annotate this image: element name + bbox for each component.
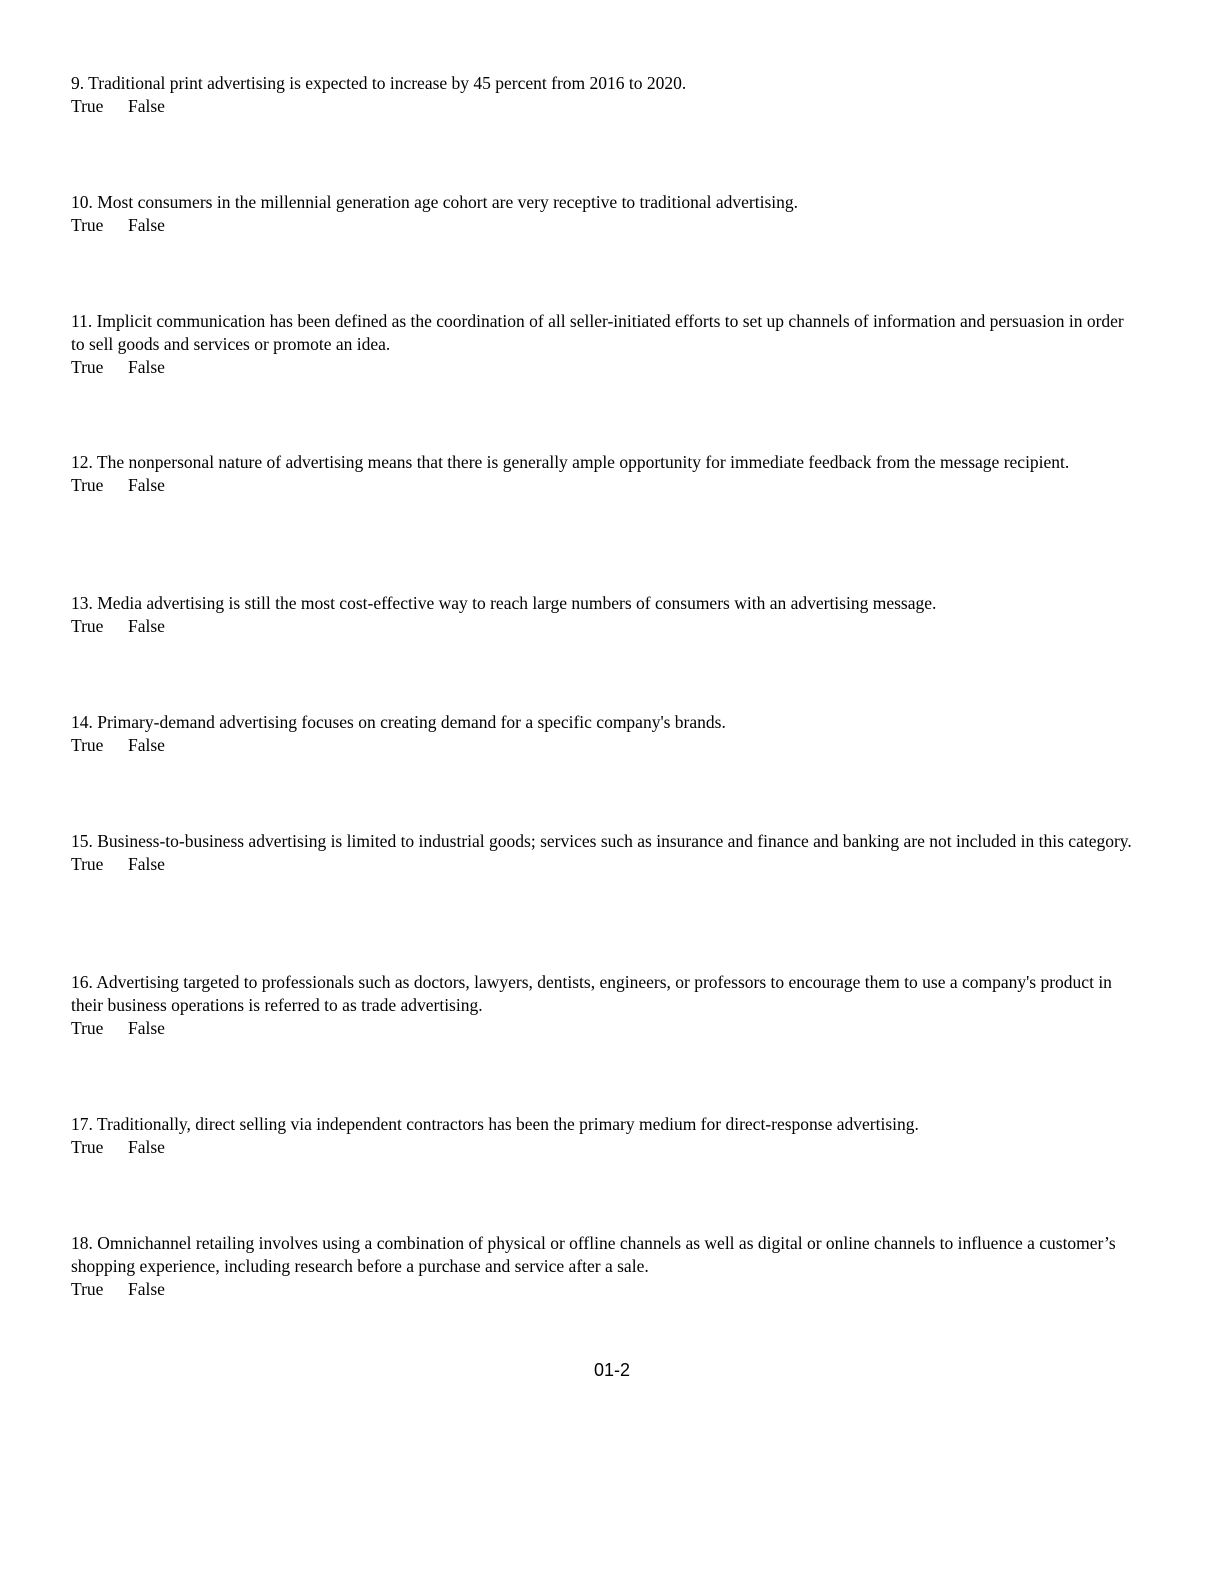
question-text: 17. Traditionally, direct selling via independent contractors has been the primary medium for direct-response advertising. [71,1114,919,1134]
question-15 [71,830,1141,876]
answer-options [71,734,1141,757]
option-true: True [71,616,104,636]
question-14 [71,711,1141,757]
question-text: 15. Business-to-business advertising is limited to industrial goods; services such as insurance and finance and banking are not included in this category. [71,831,1132,851]
option-false: False [128,475,165,495]
answer-options [71,474,1141,497]
question-18 [71,1232,1141,1301]
option-false: False [128,1018,165,1038]
option-false: False [128,1137,165,1157]
option-true: True [71,854,104,874]
option-false: False [128,357,165,377]
answer-options [71,356,1141,379]
question-text: 18. Omnichannel retailing involves using a combination of physical or offline channels as well as digital or online channels to influence a customer’s shopping experience, including research before a purchase and service after a sale. [71,1233,1116,1276]
question-17 [71,1113,1141,1159]
question-16 [71,971,1141,1040]
question-13 [71,592,1141,638]
option-false: False [128,215,165,235]
option-true: True [71,1137,104,1157]
question-text: 12. The nonpersonal nature of advertising means that there is generally ample opportunity for immediate feedback from the message recipient. [71,452,1070,472]
option-false: False [128,735,165,755]
page-number: 01-2 [593,1360,631,1380]
option-true: True [71,1279,104,1299]
option-true: True [71,215,104,235]
option-true: True [71,96,104,116]
question-text: 14. Primary-demand advertising focuses on creating demand for a specific company's brands. [71,712,726,732]
option-true: True [71,1018,104,1038]
question-10 [71,191,1141,237]
question-12 [71,451,1141,497]
question-text: 16. Advertising targeted to professionals such as doctors, lawyers, dentists, engineers, or professors to encourage them to use a company's product in their business operations is referred to as trade advertising. [71,972,1112,1015]
question-text: 10. Most consumers in the millennial generation age cohort are very receptive to traditional advertising. [71,192,798,212]
option-false: False [128,854,165,874]
answer-options [71,95,1141,118]
answer-options [71,853,1141,876]
question-text: 9. Traditional print advertising is expected to increase by 45 percent from 2016 to 2020. [71,73,687,93]
option-true: True [71,735,104,755]
answer-options [71,1017,1141,1040]
option-false: False [128,616,165,636]
answer-options [71,214,1141,237]
answer-options [71,615,1141,638]
option-true: True [71,475,104,495]
question-text: 11. Implicit communication has been defined as the coordination of all seller-initiated efforts to set up channels of information and persuasion in order to sell goods and services or promote an idea. [71,311,1124,354]
answer-options [71,1278,1141,1301]
option-false: False [128,1279,165,1299]
option-true: True [71,357,104,377]
question-text: 13. Media advertising is still the most cost-effective way to reach large numbers of consumers with an advertising message. [71,593,937,613]
question-9 [71,72,1141,118]
answer-options [71,1136,1141,1159]
option-false: False [128,96,165,116]
question-11 [71,310,1141,379]
